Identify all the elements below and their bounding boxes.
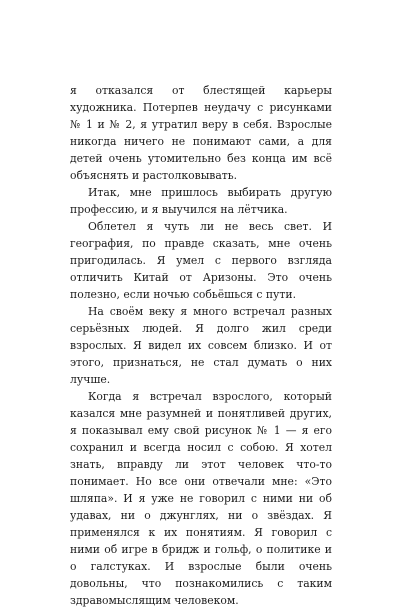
paragraph: Итак, мне пришлось выбирать другую профессию, и я выучился на лётчика. — [70, 186, 332, 216]
paragraph: Когда я встречал взрослого, который казался мне разумней и понятливей других, я показывал ему свой рисунок № 1 — я его сохранил и всегда носил с собою. Я хотел знать, вправду ли этот человек что-то понимает. Но все они отвечали мне: «Это шляпа». И я уже не говорил с ними ни об удавах, ни о джунглях, ни о звёздах. Я применялся к их понятиям. Я говорил с ними об игре в бридж и гольф, о политике и о галстуках. И взрослые были очень довольны, что познакомились с таким здравомыслящим человеком. — [70, 390, 332, 607]
paragraph: На своём веку я много встречал разных серьёзных людей. Я долго жил среди взрослых. Я видел их совсем близко. И от этого, признаться, не стал думать о них лучше. — [70, 305, 332, 386]
book-page-text — [70, 82, 332, 609]
paragraph: я отказался от блестящей карьеры художника. Потерпев неудачу с рисунками № 1 и № 2, я утратил веру в себя. Взрослые никогда ничего не понимают сами, а для детей очень утомительно без конца им всё объяснять и растолковывать. — [70, 84, 332, 182]
paragraph: Облетел я чуть ли не весь свет. И география, по правде сказать, мне очень пригодилась. Я умел с первого взгляда отличить Китай от Аризоны. Это очень полезно, если ночью собьёшься с пути. — [70, 220, 332, 301]
